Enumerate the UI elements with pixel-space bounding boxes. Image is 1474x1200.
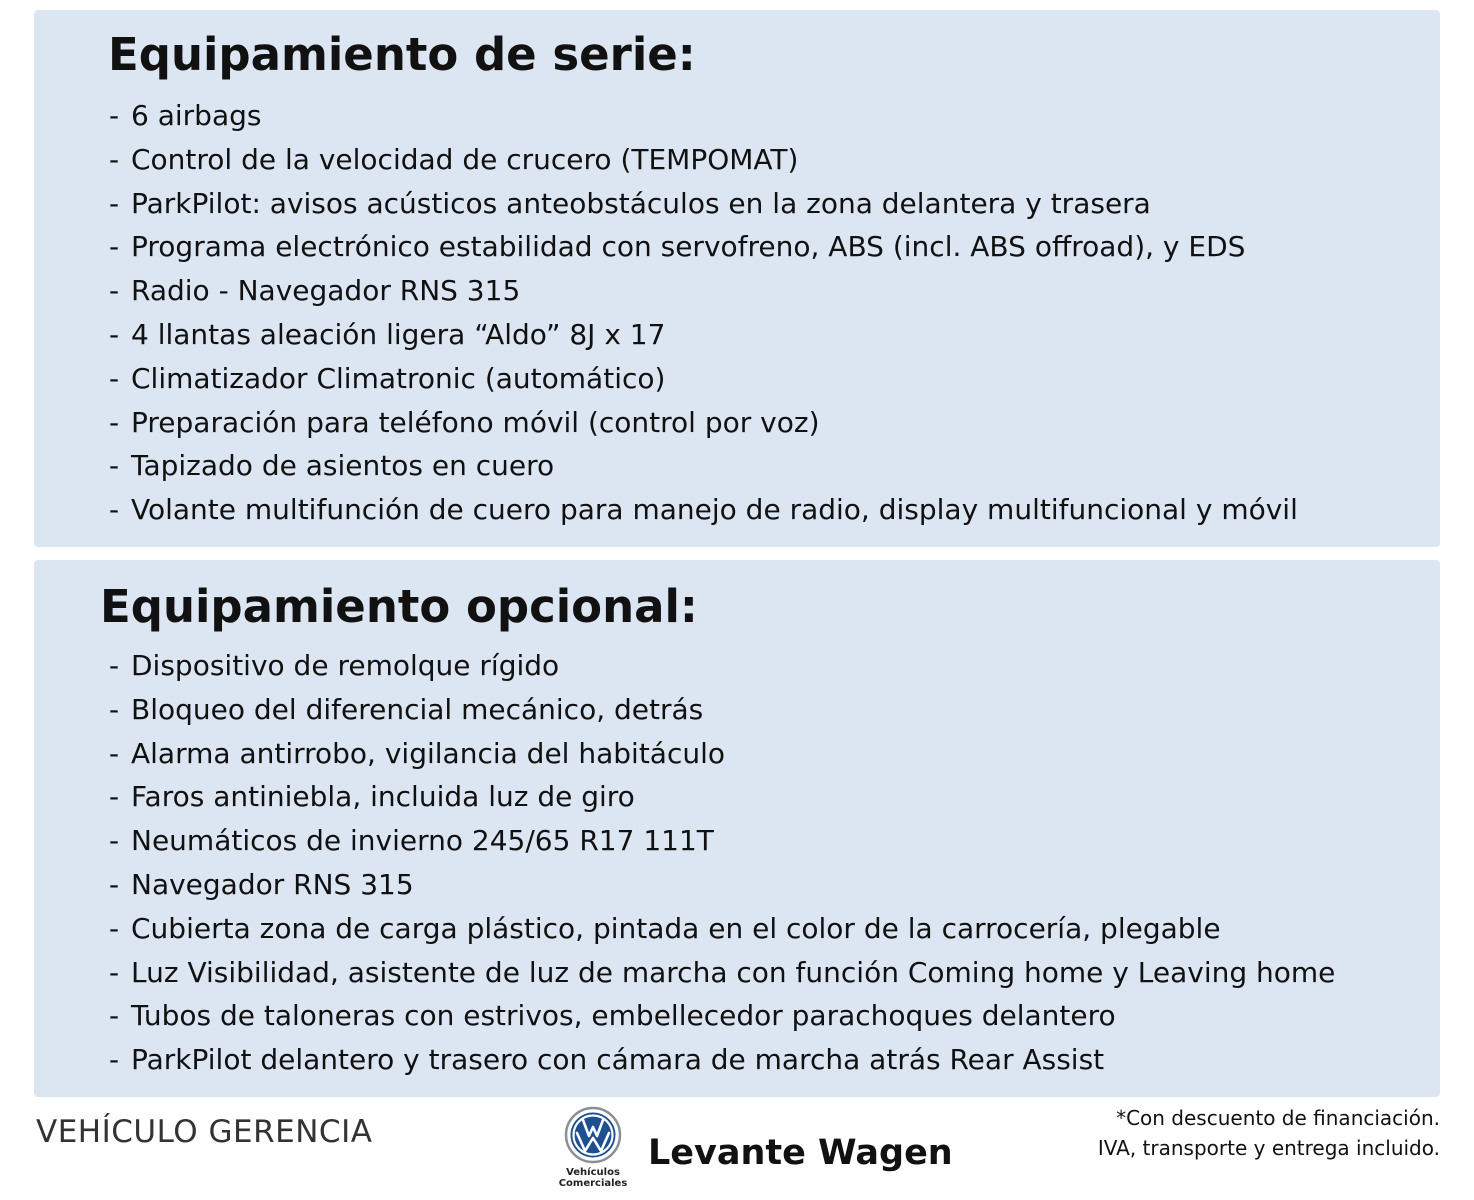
list-dash: -: [109, 449, 120, 483]
list-item-text: ParkPilot: avisos acústicos anteobstáculos en la zona delantera y trasera: [131, 186, 1151, 220]
list-item-text: Radio - Navegador RNS 315: [131, 274, 521, 308]
list-item: [109, 94, 1298, 138]
list-dash: -: [109, 692, 120, 726]
standard-equipment-panel: [34, 10, 1440, 547]
list-dash: -: [109, 493, 120, 527]
list-item: [109, 488, 1298, 532]
list-dash: -: [109, 911, 120, 945]
list-item: [109, 444, 1298, 488]
list-item: [109, 313, 1298, 357]
list-item-text: Luz Visibilidad, asistente de luz de marcha con función Coming home y Leaving home: [131, 955, 1336, 989]
list-dash: -: [109, 142, 120, 176]
list-item: [109, 688, 1335, 732]
list-dash: -: [109, 186, 120, 220]
list-dash: -: [109, 780, 120, 814]
list-item-text: ParkPilot delantero y trasero con cámara de marcha atrás Rear Assist: [131, 1043, 1105, 1077]
list-item: [109, 225, 1298, 269]
list-item-text: 4 llantas aleación ligera “Aldo” 8J x 17: [131, 317, 666, 351]
dealer-name: Levante Wagen: [648, 1133, 953, 1173]
optional-equipment-list: [109, 644, 1335, 1082]
list-item: [109, 732, 1335, 776]
list-item-text: Preparación para teléfono móvil (control por voz): [131, 405, 820, 439]
list-dash: -: [109, 405, 120, 439]
list-item-text: 6 airbags: [131, 99, 262, 132]
list-item-text: Tapizado de asientos en cuero: [131, 449, 555, 483]
list-dash: -: [109, 649, 120, 682]
list-dash: -: [109, 736, 120, 770]
list-item: [109, 951, 1335, 995]
list-dash: -: [109, 1043, 120, 1077]
list-dash: -: [109, 361, 120, 395]
logo-caption: [558, 1168, 628, 1189]
logo-caption-line: Comerciales: [558, 1177, 628, 1189]
list-dash: -: [109, 230, 120, 264]
list-item-text: Neumáticos de invierno 245/65 R17 111T: [131, 824, 714, 858]
list-item: [109, 907, 1335, 951]
list-item-text: Volante multifunción de cuero para manejo de radio, display multifuncional y móvil: [131, 493, 1298, 527]
list-dash: -: [109, 274, 120, 308]
list-item: [109, 269, 1298, 313]
list-item-text: Alarma antirrobo, vigilancia del habitáculo: [131, 736, 726, 770]
optional-equipment-panel: [34, 560, 1440, 1097]
vehicle-label: VEHÍCULO GERENCIA: [36, 1114, 373, 1150]
list-item: [109, 644, 1335, 688]
list-item-text: Dispositivo de remolque rígido: [131, 649, 560, 682]
list-item-text: Bloqueo del diferencial mecánico, detrás: [131, 692, 704, 726]
list-dash: -: [109, 867, 120, 901]
list-item: [109, 863, 1335, 907]
list-item-text: Navegador RNS 315: [131, 867, 414, 901]
optional-equipment-title: Equipamiento opcional:: [100, 580, 698, 633]
list-dash: -: [109, 955, 120, 989]
list-item-text: Faros antiniebla, incluida luz de giro: [131, 780, 635, 814]
footnote-line: *Con descuento de financiación.: [1116, 1106, 1440, 1130]
footnote-line: IVA, transporte y entrega incluido.: [1097, 1136, 1440, 1160]
standard-equipment-title: Equipamiento de serie:: [108, 28, 696, 81]
list-item: [109, 1038, 1335, 1082]
list-dash: -: [109, 999, 120, 1033]
list-item-text: Cubierta zona de carga plástico, pintada en el color de la carrocería, plegable: [131, 911, 1221, 945]
list-item: [109, 357, 1298, 401]
list-dash: -: [109, 99, 120, 132]
list-item-text: Climatizador Climatronic (automático): [131, 361, 666, 395]
vw-logo: [558, 1106, 628, 1196]
footnote: [1098, 1103, 1440, 1163]
vw-logo-icon: [564, 1106, 622, 1164]
list-item-text: Programa electrónico estabilidad con servofreno, ABS (incl. ABS offroad), y EDS: [131, 230, 1246, 264]
list-dash: -: [109, 824, 120, 858]
list-item: [109, 819, 1335, 863]
standard-equipment-list: [109, 94, 1298, 532]
list-item-text: Control de la velocidad de crucero (TEMPOMAT): [131, 142, 799, 176]
list-item: [109, 775, 1335, 819]
list-item: [109, 182, 1298, 226]
list-item-text: Tubos de taloneras con estrivos, embellecedor parachoques delantero: [131, 999, 1116, 1033]
list-item: [109, 994, 1335, 1038]
list-item: [109, 138, 1298, 182]
list-item: [109, 401, 1298, 445]
list-dash: -: [109, 317, 120, 351]
logo-caption-line: Vehículos: [566, 1167, 620, 1178]
